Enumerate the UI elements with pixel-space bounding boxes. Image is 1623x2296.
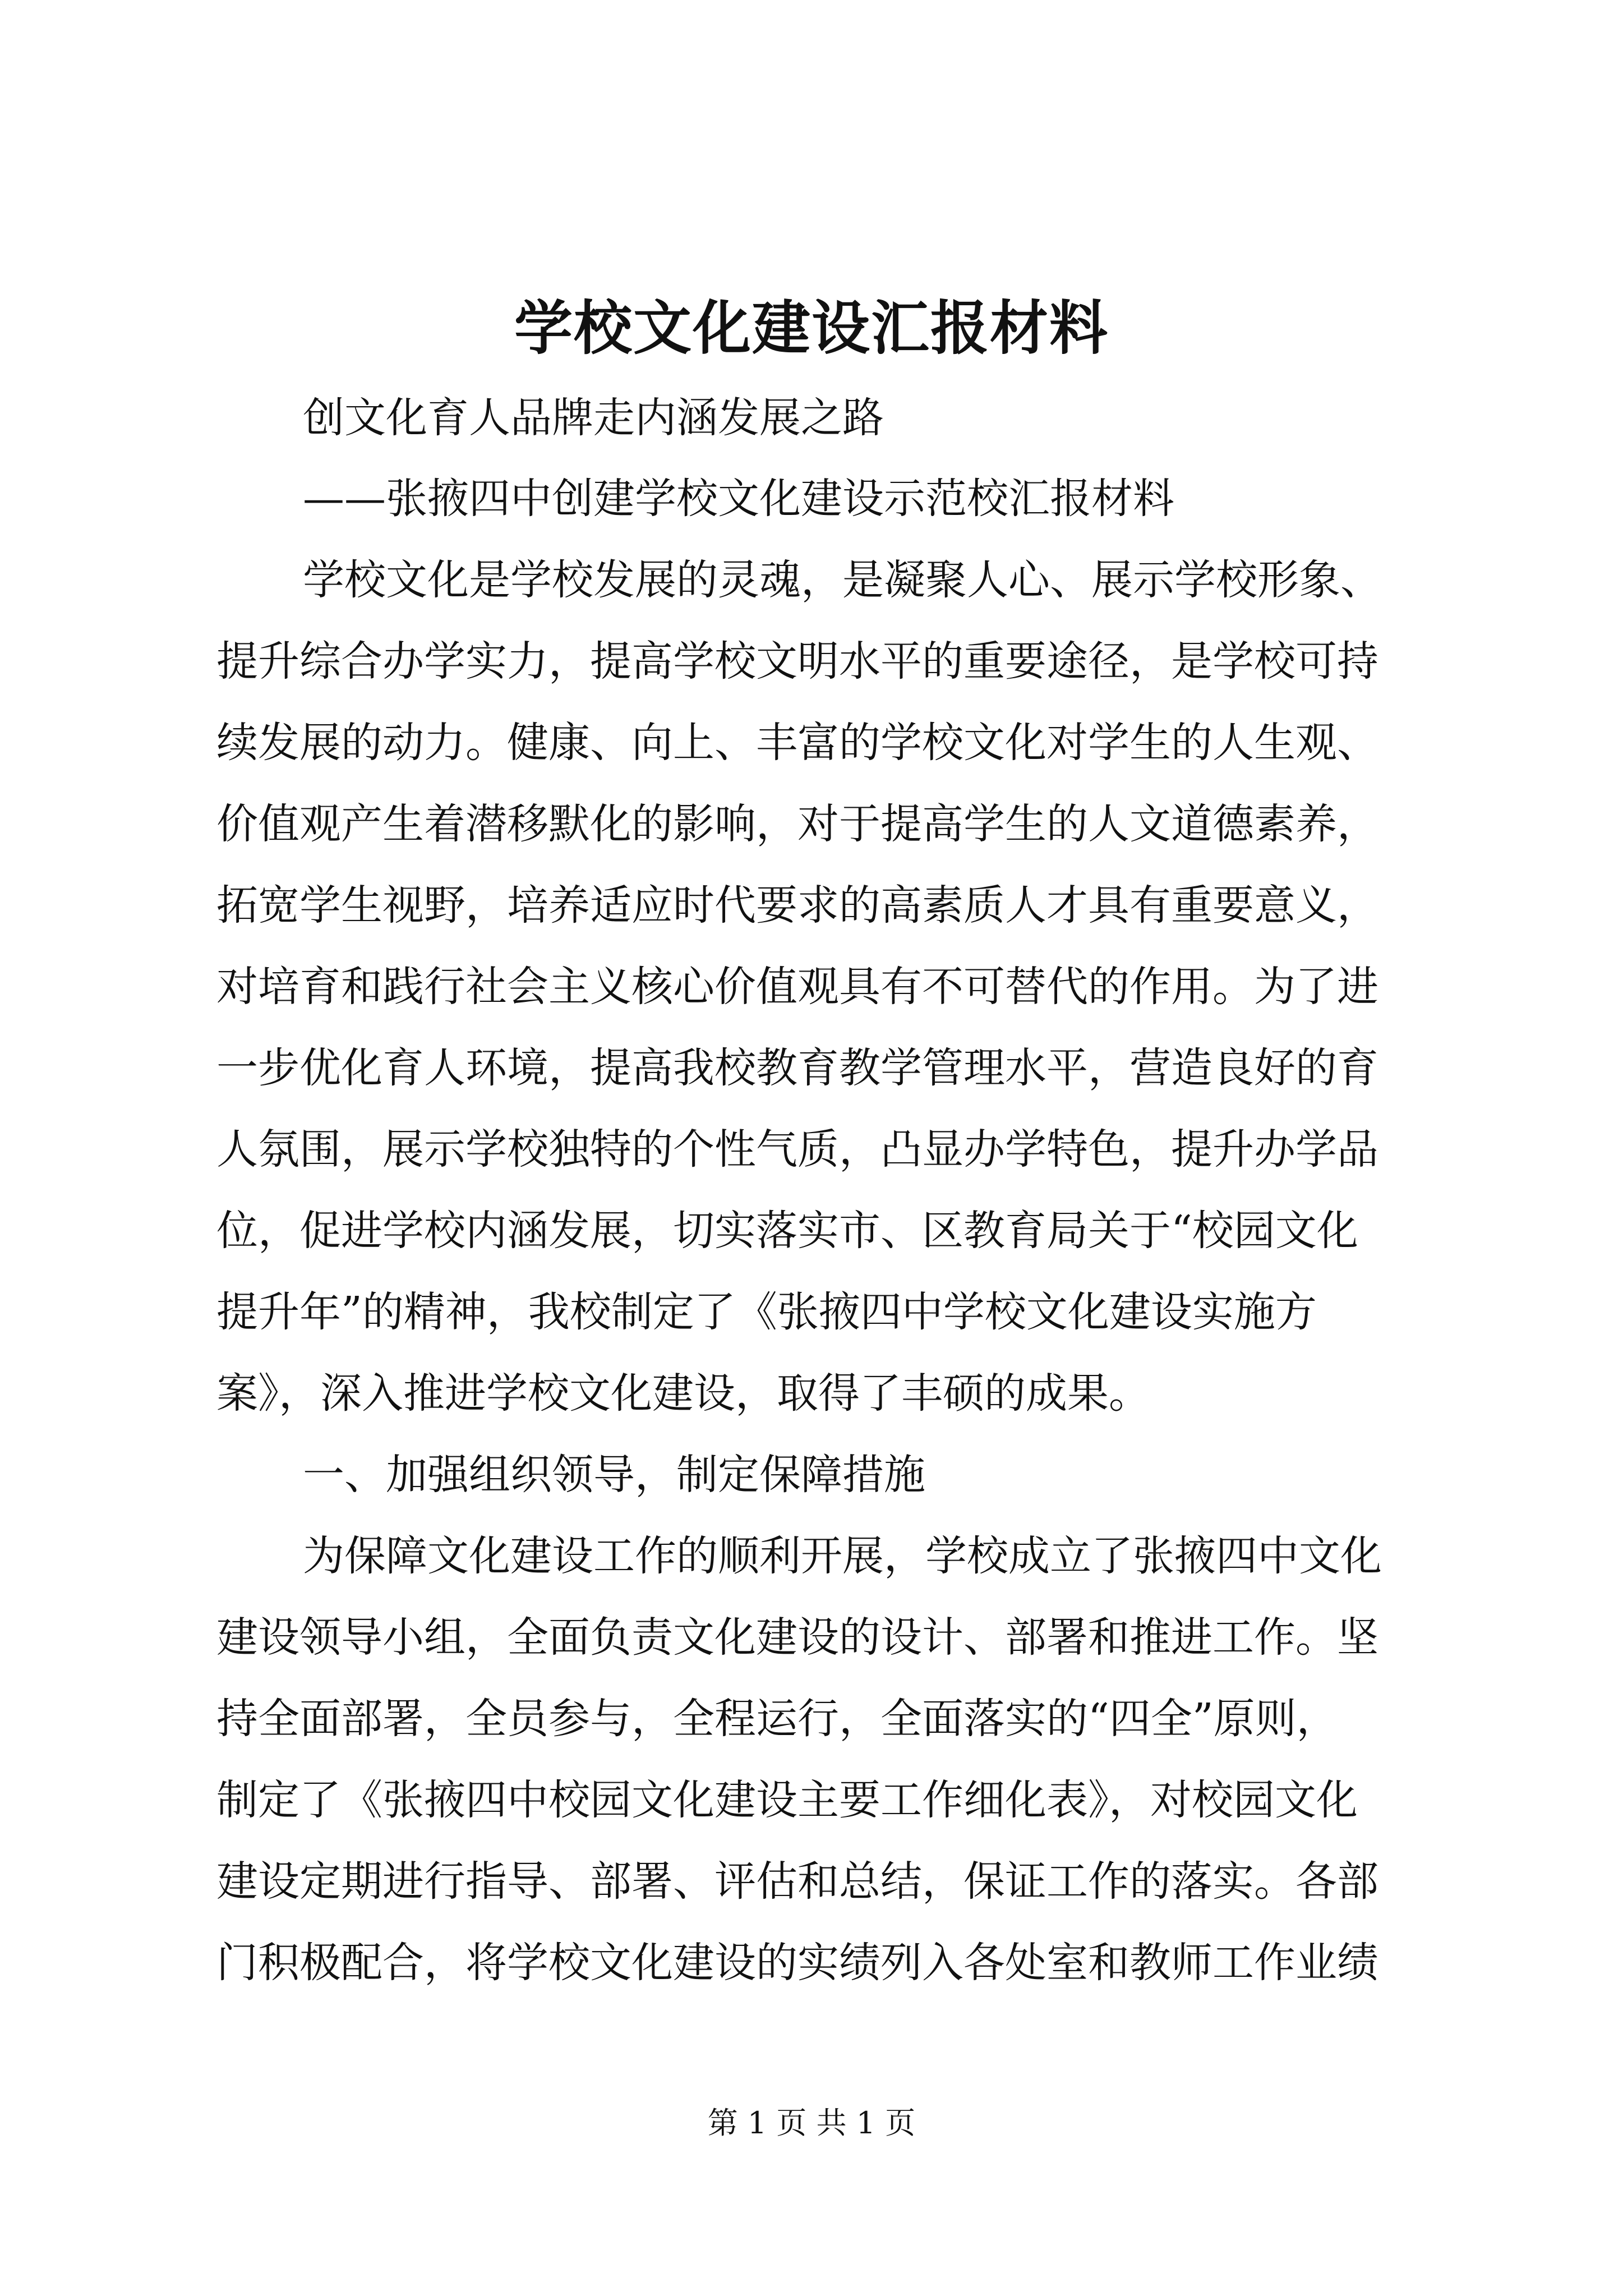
page-footer: 第 1 页 共 1 页 xyxy=(707,2105,916,2141)
document-subheading: ——张掖四中创建学校文化建设示范校汇报材料 xyxy=(303,475,1174,523)
document-title: 学校文化建设汇报材料 xyxy=(514,293,1109,362)
document-subtitle: 创文化育人品牌走内涵发展之路 xyxy=(303,394,884,442)
paragraph-line: 提升年”的精神，我校制定了《张掖四中学校文化建设实施方 xyxy=(216,1288,1317,1336)
paragraph-line: 持全面部署，全员参与，全程运行，全面落实的“四全”原则， xyxy=(216,1695,1338,1743)
paragraph-line: 人氛围，展示学校独特的个性气质，凸显办学特色，提升办学品 xyxy=(216,1125,1378,1174)
paragraph-line: 对培育和践行社会主义核心价值观具有不可替代的作用。为了进 xyxy=(216,963,1378,1011)
paragraph-line: 提升综合办学实力，提高学校文明水平的重要途径，是学校可持 xyxy=(216,637,1378,685)
paragraph-line: 一步优化育人环境，提高我校教育教学管理水平，营造良好的育 xyxy=(216,1044,1378,1092)
paragraph-line: 续发展的动力。健康、向上、丰富的学校文化对学生的人生观、 xyxy=(216,719,1378,767)
paragraph-line: 建设定期进行指导、部署、评估和总结，保证工作的落实。各部 xyxy=(216,1857,1378,1906)
paragraph-line: 建设领导小组，全面负责文化建设的设计、部署和推进工作。坚 xyxy=(216,1613,1378,1662)
paragraph-line: 案》，深入推进学校文化建设，取得了丰硕的成果。 xyxy=(216,1369,1150,1418)
paragraph-line: 学校文化是学校发展的灵魂，是凝聚人心、展示学校形象、 xyxy=(303,556,1382,604)
paragraph-line: 拓宽学生视野，培养适应时代要求的高素质人才具有重要意义， xyxy=(216,881,1378,930)
section-heading: 一、加强组织领导，制定保障措施 xyxy=(303,1451,925,1499)
paragraph-line: 制定了《张掖四中校园文化建设主要工作细化表》，对校园文化 xyxy=(216,1776,1358,1824)
paragraph-line: 为保障文化建设工作的顺利开展，学校成立了张掖四中文化 xyxy=(303,1532,1382,1580)
paragraph-line: 位，促进学校内涵发展，切实落实市、区教育局关于“校园文化 xyxy=(216,1207,1358,1255)
paragraph-line: 价值观产生着潜移默化的影响，对于提高学生的人文道德素养， xyxy=(216,800,1378,848)
paragraph-line: 门积极配合，将学校文化建设的实绩列入各处室和教师工作业绩 xyxy=(216,1939,1378,1987)
